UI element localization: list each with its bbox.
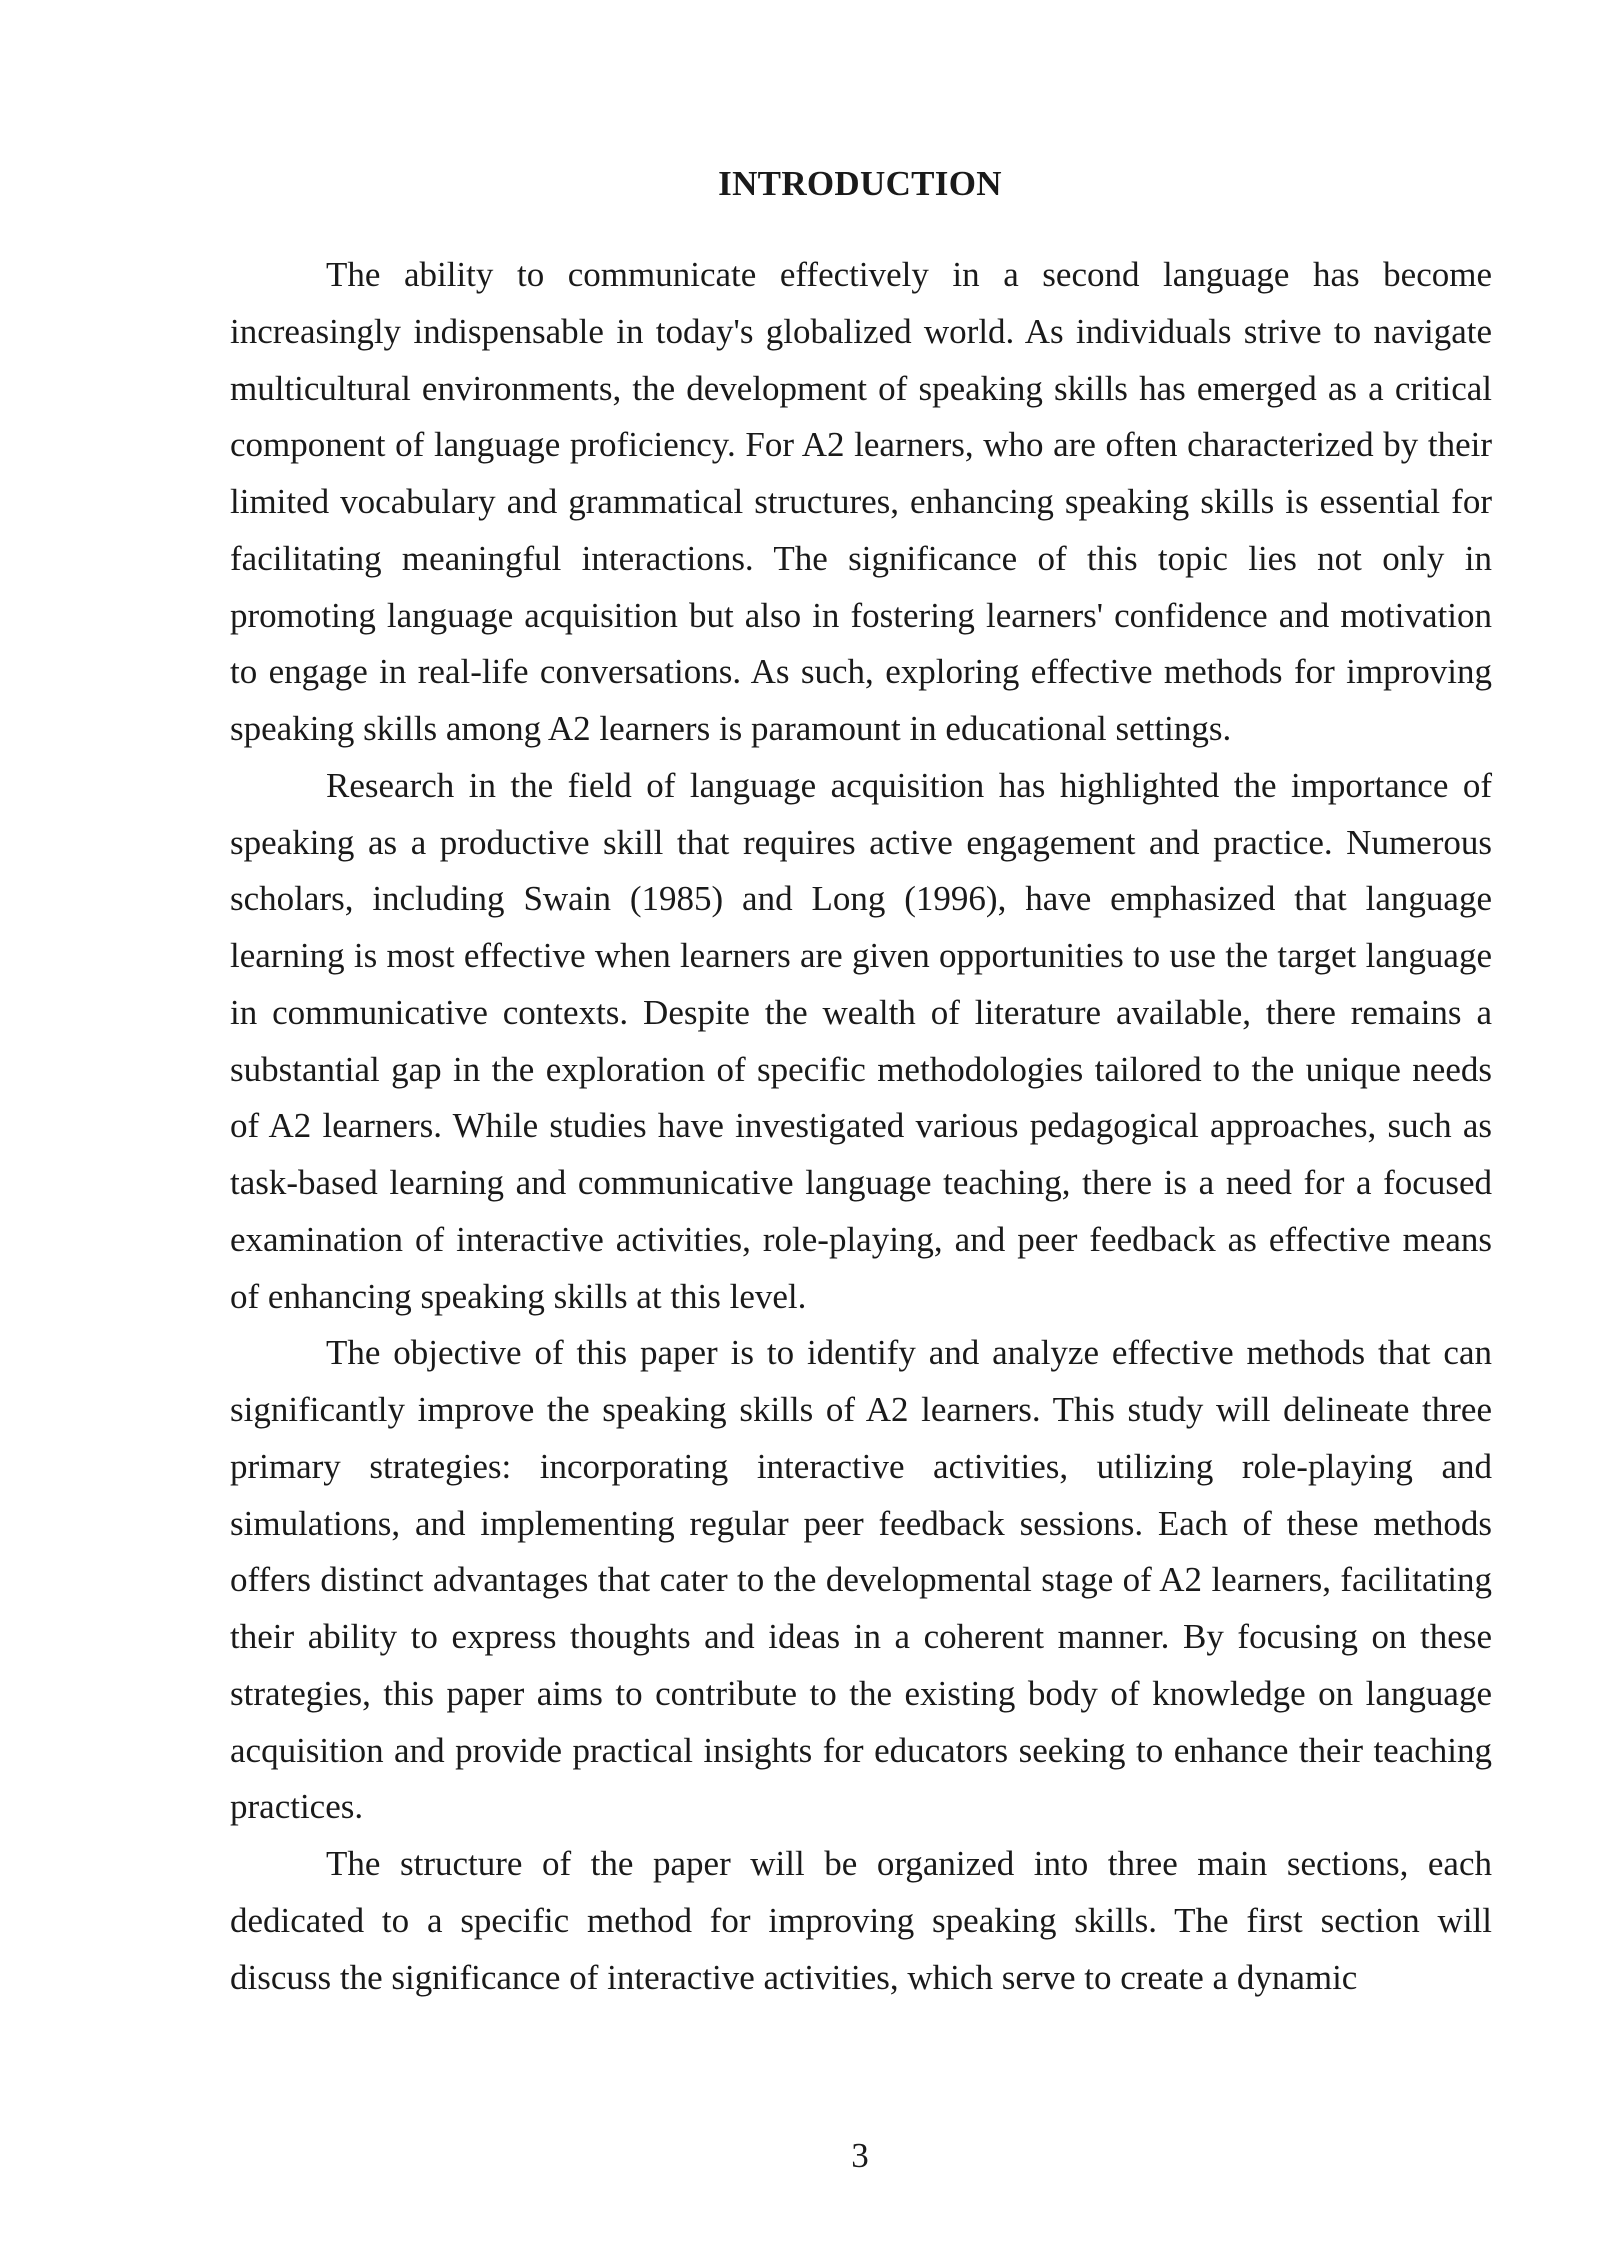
paragraph: The structure of the paper will be organized into three main sections, each dedicated to a specific method for improving speaking skills. The first section will discuss the significance of interactive activities, which serve to create a dynamic: [230, 1844, 1492, 1997]
paragraph: Research in the field of language acquisition has highlighted the importance of speaking as a productive skill that requires active engagement and practice. Numerous scholars, including Swain (1985) and Long (1996), have emphasized that language learning is most effective when learners are given opportunities to use the target language in communicative contexts. Despite the wealth of literature available, there remains a substantial gap in the exploration of specific methodologies tailored to the unique needs of A2 learners. While studies have investigated various pedagogical approaches, such as task-based learning and communicative language teaching, there is a need for a focused examination of interactive activities, role-playing, and peer feedback as effective means of enhancing speaking skills at this level.: [230, 765, 1492, 1316]
page-number: 3: [851, 2136, 869, 2175]
body-text: [230, 247, 1492, 2006]
section-title: INTRODUCTION: [718, 164, 1002, 203]
paragraph: The ability to communicate effectively in a second language has become increasingly indispensable in today's globalized world. As individuals strive to navigate multicultural environments, the development of speaking skills has emerged as a critical component of language proficiency. For A2 learners, who are often characterized by their limited vocabulary and grammatical structures, enhancing speaking skills is essential for facilitating meaningful interactions. The significance of this topic lies not only in promoting language acquisition but also in fostering learners' confidence and motivation to engage in real-life conversations. As such, exploring effective methods for improving speaking skills among A2 learners is paramount in educational settings.: [230, 255, 1492, 748]
paragraph: The objective of this paper is to identify and analyze effective methods that can significantly improve the speaking skills of A2 learners. This study will delineate three primary strategies: incorporating interactive activities, utilizing role-playing and simulations, and implementing regular peer feedback sessions. Each of these methods offers distinct advantages that cater to the developmental stage of A2 learners, facilitating their ability to express thoughts and ideas in a coherent manner. By focusing on these strategies, this paper aims to contribute to the existing body of knowledge on language acquisition and provide practical insights for educators seeking to enhance their teaching practices.: [230, 1333, 1492, 1827]
